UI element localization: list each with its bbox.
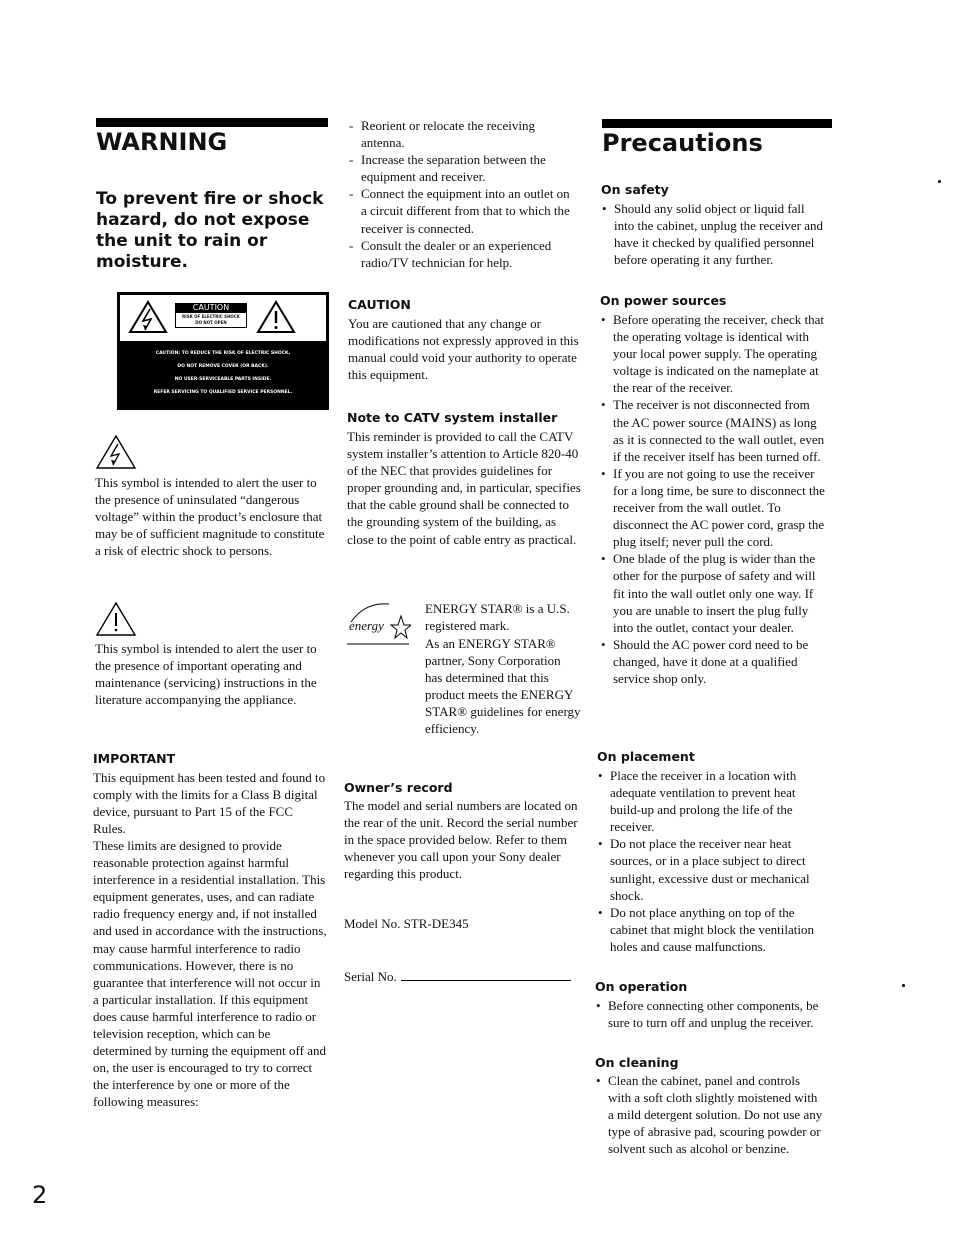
- warning-title: WARNING: [96, 128, 228, 156]
- list-item: • The receiver is not disconnected from the AC power source (MAINS) as long as it is connected to the wall outlet, even if the receiver itself has been turned off.: [598, 396, 828, 464]
- exclamation-symbol-text: This symbol is intended to alert the user to the presence of important operating and maintenance (servicing) instructions in the literature accompanying the appliance.: [95, 641, 317, 708]
- precautions-title: Precautions: [602, 129, 763, 157]
- fine-line-1: CAUTION: TO REDUCE THE RISK OF ELECTRIC SHOCK,: [155, 351, 291, 356]
- list-item: - Consult the dealer or an experienced radio/TV technician for help.: [346, 237, 578, 271]
- list-item: • Place the receiver in a location with adequate ventilation to prevent heat build-up and prolong the life of the receiver.: [595, 767, 825, 835]
- on-placement-list: [595, 767, 825, 955]
- caution-sub-line2: DO NOT OPEN: [195, 320, 227, 325]
- caution-label-top: [120, 295, 326, 339]
- stray-mark: [902, 984, 905, 987]
- voltage-symbol-text: This symbol is intended to alert the user to the presence of uninsulated “dangerous voltage” within the product’s enclosure that may be of sufficient magnitude to constitute a risk of electric shock to persons.: [95, 475, 325, 559]
- important-text-2: These limits are designed to provide reasonable protection against harmful interference in a residential installation. This equipment generates, uses, and can radiate radio frequency energy and, if not installed and used in accordance with the instructions, may cause harmful interference to radio communications. However, there is no guarantee that interference will not occur in a particular installation. If this equipment does cause harmful interference to radio or television reception, which can be determined by turning the equipment off and on, the user is encouraged to try to correct the interference by one or more of the following measures:: [93, 838, 327, 1110]
- warning-title-rule: [96, 118, 328, 127]
- important-text: This equipment has been tested and found to comply with the limits for a Class B digital device, pursuant to Part 15 of the FCC Rules.: [93, 770, 326, 837]
- lightning-triangle-icon: [95, 434, 137, 470]
- owners-record-heading: Owner’s record: [344, 780, 453, 795]
- hazard-statement: To prevent fire or shock hazard, do not expose the unit to rain or moisture.: [96, 189, 324, 272]
- serial-number-row: [344, 968, 571, 985]
- owners-record-text: The model and serial numbers are located on the rear of the unit. Record the serial number in the space provided below. Refer to them whenever you call upon your Sony dealer regarding this product.: [344, 798, 578, 882]
- fine-line-4: REFER SERVICING TO QUALIFIED SERVICE PERSONNEL.: [153, 390, 293, 395]
- on-safety-list: [599, 200, 827, 268]
- list-item: • Clean the cabinet, panel and controls with a soft cloth slightly moistened with a mild detergent solution. Do not use any type of abrasive pad, scouring powder or solvent such as alcohol or benzine.: [593, 1072, 825, 1157]
- on-power-sources-list: [598, 311, 828, 687]
- on-cleaning-list: [593, 1072, 825, 1157]
- precautions-title-rule: [602, 119, 832, 128]
- catv-text: This reminder is provided to call the CATV system installer’s attention to Article 820-40 of the NEC that provides guidelines for proper grounding and, in particular, specifies that the cable ground shall be connected to the grounding system of the building, as close to the point of cable entry as practical.: [347, 429, 581, 547]
- list-item: • Do not place anything on top of the cabinet that might block the ventilation holes and cause malfunctions.: [595, 904, 825, 955]
- caution-word: CAUTION: [175, 303, 247, 312]
- on-placement-heading: On placement: [597, 749, 695, 764]
- model-number: Model No. STR-DE345: [344, 916, 469, 931]
- list-item: • Do not place the receiver near heat sources, or in a place subject to direct sunlight, excessive dust or mechanical shock.: [595, 835, 825, 903]
- important-heading: IMPORTANT: [93, 751, 176, 766]
- energy-star-text-2: As an ENERGY STAR® partner, Sony Corporation has determined that this product meets the ENERGY STAR® guidelines for energy efficiency.: [425, 636, 581, 737]
- energy-logo-text: energy: [349, 618, 384, 633]
- lightning-triangle-icon: [128, 300, 168, 334]
- caution-label: [117, 292, 329, 410]
- list-item: • Before connecting other components, be sure to turn off and unplug the receiver.: [593, 997, 825, 1031]
- list-item: - Connect the equipment into an outlet on a circuit different from that to which the receiver is connected.: [346, 185, 578, 236]
- serial-number-label: Serial No.: [344, 969, 397, 984]
- page-number: 2: [32, 1181, 48, 1209]
- list-item: - Reorient or relocate the receiving antenna.: [346, 117, 578, 151]
- exclamation-triangle-icon: [95, 601, 137, 637]
- list-item: • Should any solid object or liquid fall into the cabinet, unplug the receiver and have it checked by qualified personnel before operating it any further.: [599, 200, 827, 268]
- fine-line-2: DO NOT REMOVE COVER (OR BACK).: [177, 364, 269, 369]
- caution-sub: [175, 312, 247, 328]
- energy-star-text-1: ENERGY STAR® is a U.S. registered mark.: [425, 601, 570, 634]
- serial-number-blank[interactable]: [401, 980, 571, 981]
- list-item: • If you are not going to use the receiver for a long time, be sure to disconnect the receiver from the wall outlet. To disconnect the AC power cord, grasp the plug itself; never pull the cord.: [598, 465, 828, 550]
- caution-sub-line1: RISK OF ELECTRIC SHOCK: [182, 314, 240, 319]
- interference-measures: [346, 117, 578, 271]
- list-item: • One blade of the plug is wider than the other for the purpose of safety and will fit into the wall outlet only one way. If you are unable to insert the plug fully into the outlet, contact your dealer.: [598, 550, 828, 635]
- on-power-sources-heading: On power sources: [600, 293, 727, 308]
- caution-heading: CAUTION: [348, 297, 411, 312]
- fine-line-3: NO USER-SERVICEABLE PARTS INSIDE.: [174, 377, 272, 382]
- caution-text: You are cautioned that any change or modifications not expressly approved in this manual could void your authority to operate this equipment.: [348, 316, 579, 383]
- stray-mark: [938, 180, 941, 183]
- energy-star-logo: [345, 598, 411, 646]
- list-item: • Should the AC power cord need to be changed, have it done at a qualified service shop only.: [598, 636, 828, 687]
- exclamation-triangle-icon: [256, 300, 296, 334]
- caution-fine-print: [120, 341, 326, 407]
- list-item: • Before operating the receiver, check that the operating voltage is identical with your local power supply. The operating voltage is indicated on the nameplate at the rear of the receiver.: [598, 311, 828, 396]
- on-safety-heading: On safety: [601, 182, 669, 197]
- on-operation-list: [593, 997, 825, 1031]
- catv-heading: Note to CATV system installer: [347, 410, 558, 425]
- on-operation-heading: On operation: [595, 979, 688, 994]
- list-item: - Increase the separation between the equipment and receiver.: [346, 151, 578, 185]
- on-cleaning-heading: On cleaning: [595, 1055, 679, 1070]
